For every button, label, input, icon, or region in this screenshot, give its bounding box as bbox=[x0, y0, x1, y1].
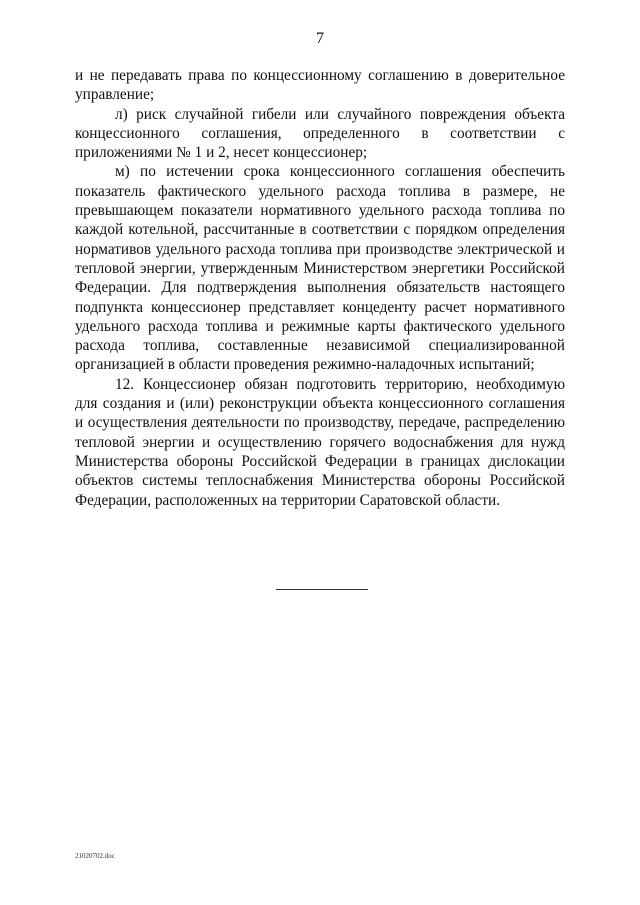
page-number: 7 bbox=[316, 30, 324, 47]
paragraph-item-m: м) по истечении срока концессионного соглашения обеспечить показатель фактического удельного расхода топлива в размере, не превышающем показатели нормативного удельного расхода топлива по каждой котельной, рассчитанные в соответствии с порядком определения нормативов удельного расхода топлива при производстве электрической и тепловой энергии, утвержденным Министерством энергетики Российской Федерации. Для подтверждения выполнения обязательств настоящего подпункта концессионер представляет концеденту расчет нормативного удельного расхода топлива и режимные карты фактического удельного расхода топлива, составленные независимой специализированной организацией в области проведения режимно-наладочных испытаний; bbox=[75, 163, 565, 374]
paragraph-item-l: л) риск случайной гибели или случайного повреждения объекта концессионного соглашения, определенного в соответствии с приложениями № 1 и 2, несет концессионер; bbox=[75, 105, 565, 162]
paragraph-clause-12: 12. Концессионер обязан подготовить территорию, необходимую для создания и (или) реконструкции объекта концессионного соглашения и осуществления деятельности по производству, передаче, распределению тепловой энергии и осуществлению горячего водоснабжения для нужд Министерства обороны Российской Федерации в границах дислокации объектов системы теплоснабжения Министерства обороны Российской Федерации, расположенных на территории Саратовской области. bbox=[75, 375, 565, 509]
document-body bbox=[75, 66, 565, 510]
paragraph-continuation: и не передавать права по концессионному соглашению в доверительное управление; bbox=[75, 67, 565, 104]
end-separator-line bbox=[276, 589, 368, 590]
footer-filename: 21020702.doc bbox=[75, 852, 115, 860]
